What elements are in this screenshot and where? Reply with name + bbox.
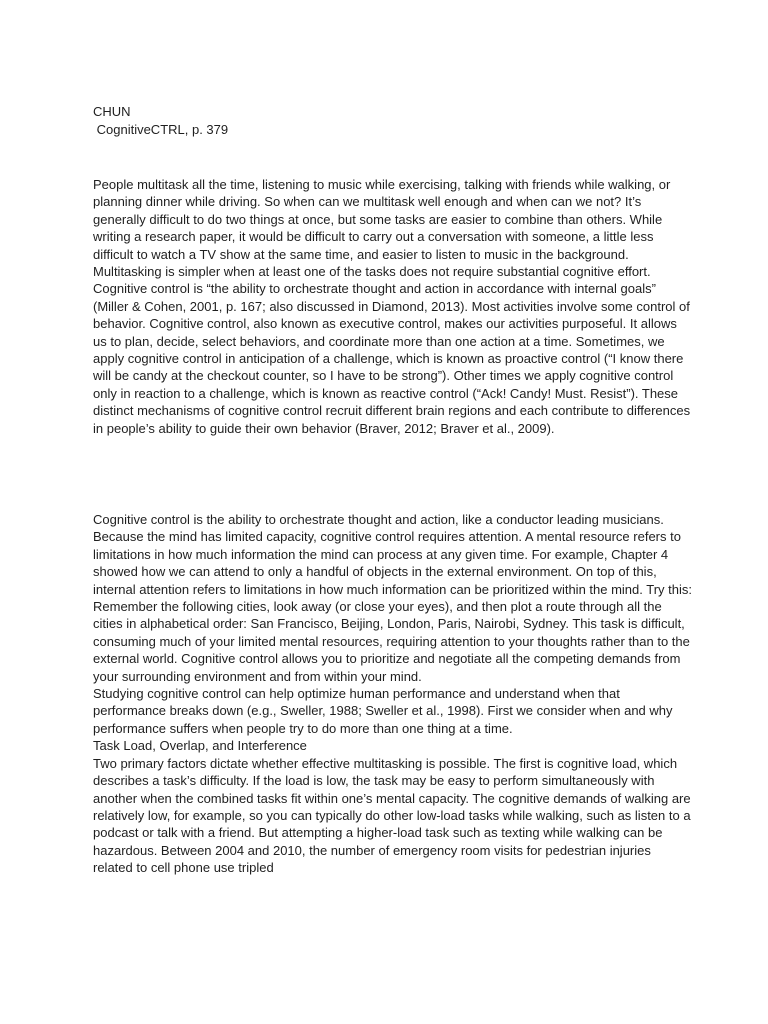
document-header xyxy=(93,103,228,139)
author-name: CHUN xyxy=(93,104,131,119)
section-heading-task-load: Task Load, Overlap, and Interference xyxy=(93,738,307,754)
paragraph-mental-resources: Because the mind has limited capacity, cognitive control requires attention. A mental resource refers to limitations in how much information the mind can process at any given time. For example, Chapter 4 showed how we can attend to only a handful of objects in the external environment. On top of this, internal attention refers to limitations in how much information can be prioritized within the mind. Try this: Remember the following cities, look away (or close your eyes), and then plot a route through all the cities in alphabetical order: San Francisco, Beijing, London, Paris, Nairobi, Sydney. This task is difficult, consuming much of your limited mental resources, requiring attention to your thoughts rather than to the external world. Cognitive control allows you to prioritize and negotiate all the competing demands from your surrounding environment and from within your mind. xyxy=(93,529,692,684)
source-citation: CognitiveCTRL, p. 379 xyxy=(93,122,229,137)
paragraph-conductor-summary: Cognitive control is the ability to orchestrate thought and action, like a conductor leading musicians. xyxy=(93,512,664,527)
paragraph-cognitive-control-definition: Cognitive control is “the ability to orchestrate thought and action in accordance with internal goals” (Miller & Cohen, 2001, p. 167; also discussed in Diamond, 2013). Most activities involve some control of behavior. Cognitive control, also known as executive control, makes our activities purposeful. It allows us to plan, decide, select behaviors, and coordinate more than one action at a time. Sometimes, we apply cognitive control in anticipation of a challenge, which is known as proactive control (“I know there will be candy at the checkout counter, so I have to be strong”). Other times we apply cognitive control only in reaction to a challenge, which is known as reactive control (“Ack! Candy! Must. Resist”). These distinct mechanisms of cognitive control recruit different brain regions and each contribute to differences in people’s ability to guide their own behavior (Braver, 2012; Braver et al., 2009). xyxy=(93,281,691,436)
body-section-1 xyxy=(93,176,693,437)
paragraph-multitasking-intro: People multitask all the time, listening to music while exercising, talking with friends while walking, or planning dinner while driving. So when can we multitask well enough and when can we not? It’s generally difficult to do two things at once, but some tasks are easier to combine than others. While writing a research paper, it would be difficult to carry out a conversation with someone, a little less difficult to watch a TV show at the same time, and easier to listen to music in the background. Multitasking is simpler when at least one of the tasks does not require substantial cognitive effort. xyxy=(93,177,671,280)
paragraph-studying-cognitive-control: Studying cognitive control can help optimize human performance and understand when that performance breaks down (e.g., Sweller, 1988; Sweller et al., 1998). First we consider when and why performance suffers when people try to do more than one thing at a time. xyxy=(93,686,673,736)
body-section-2 xyxy=(93,511,693,877)
paragraph-cognitive-load: Two primary factors dictate whether effective multitasking is possible. The first is cognitive load, which describes a task’s difficulty. If the load is low, the task may be easy to perform simultaneously with another when the combined tasks fit within one’s mental capacity. The cognitive demands of walking are relatively low, for example, so you can typically do other low-load tasks while walking, such as listen to a podcast or talk with a friend. But attempting a higher-load task such as texting while walking can be hazardous. Between 2004 and 2010, the number of emergency room visits for pedestrian injuries related to cell phone use tripled xyxy=(93,755,691,876)
